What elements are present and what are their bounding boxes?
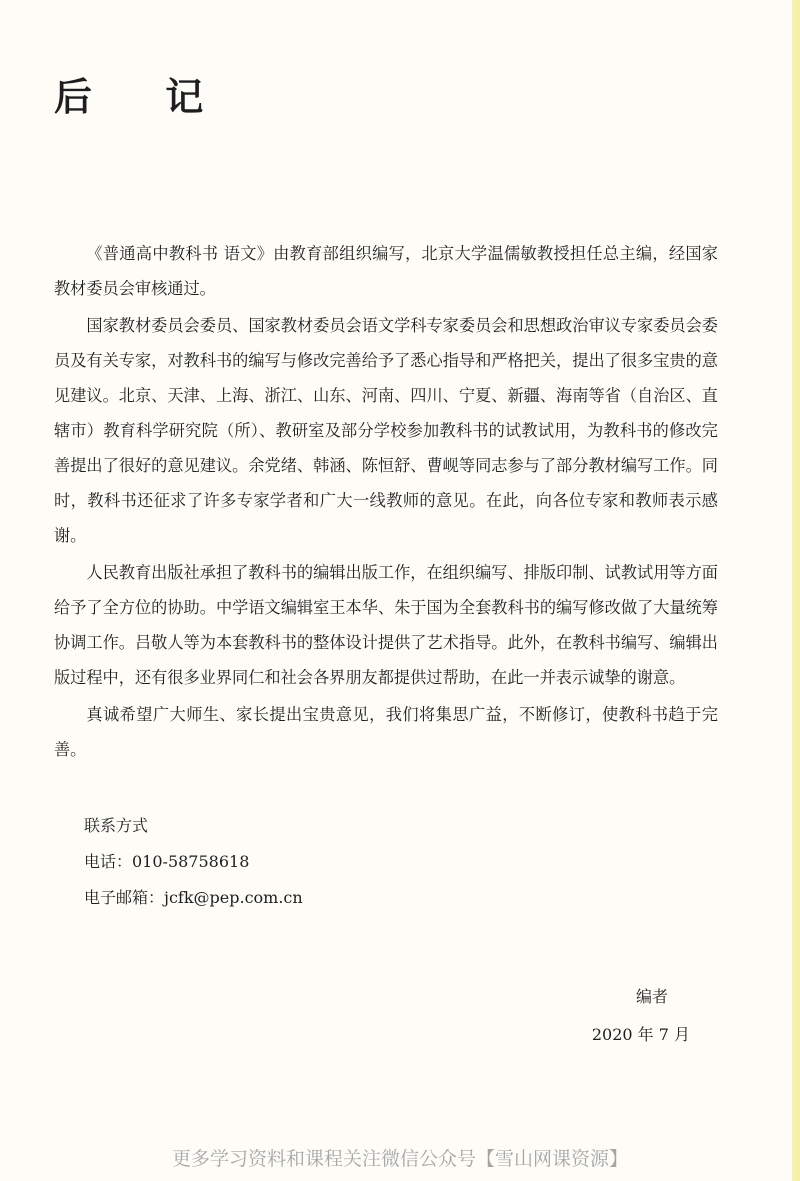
paragraph-3: 人民教育出版社承担了教科书的编辑出版工作，在组织编写、排版印制、试教试用等方面给予了全方位的协助。中学语文编辑室王本华、朱于国为全套教科书的编写修改做了大量统筹协调工作。吕敬人等为本套教科书的整体设计提供了艺术指导。此外，在教科书编写、编辑出版过程中，还有很多业界同仁和社会各界朋友都提供过帮助，在此一并表示诚挚的谢意。	[54, 563, 718, 687]
paragraph-2: 国家教材委员会委员、国家教材委员会语文学科专家委员会和思想政治审议专家委员会委员及有关专家，对教科书的编写与修改完善给予了悉心指导和严格把关，提出了很多宝贵的意见建议。北京、天津、上海、浙江、山东、河南、四川、宁夏、新疆、海南等省（自治区、直辖市）教育科学研究院（所）、教研室及部分学校参加教科书的试教试用，为教科书的修改完善提出了很好的意见建议。余党绪、韩涵、陈恒舒、曹岘等同志参与了部分教材编写工作。同时，教科书还征求了许多专家学者和广大一线教师的意见。在此，向各位专家和教师表示感谢。	[54, 316, 718, 545]
signature-date: 2020 年 7 月	[591, 1025, 690, 1044]
paragraph-1: 《普通高中教科书 语文》由教育部组织编写，北京大学温儒敏教授担任总主编，经国家教材委员会审核通过。	[54, 244, 718, 298]
page-edge	[792, 0, 800, 1181]
signature-block	[560, 978, 690, 1054]
contact-block	[84, 808, 303, 916]
signature-editor: 编者	[635, 987, 668, 1006]
watermark-text: 更多学习资料和课程关注微信公众号【雪山网课资源】	[171, 1148, 628, 1170]
contact-phone: 电话：010-58758618	[84, 852, 250, 871]
afterword-body	[54, 236, 718, 769]
contact-heading: 联系方式	[84, 816, 149, 835]
contact-email: 电子邮箱：jcfk@pep.com.cn	[84, 888, 303, 907]
paragraph-4: 真诚希望广大师生、家长提出宝贵意见，我们将集思广益，不断修订，使教科书趋于完善。	[54, 705, 718, 759]
page-title: 后 记	[54, 75, 234, 119]
